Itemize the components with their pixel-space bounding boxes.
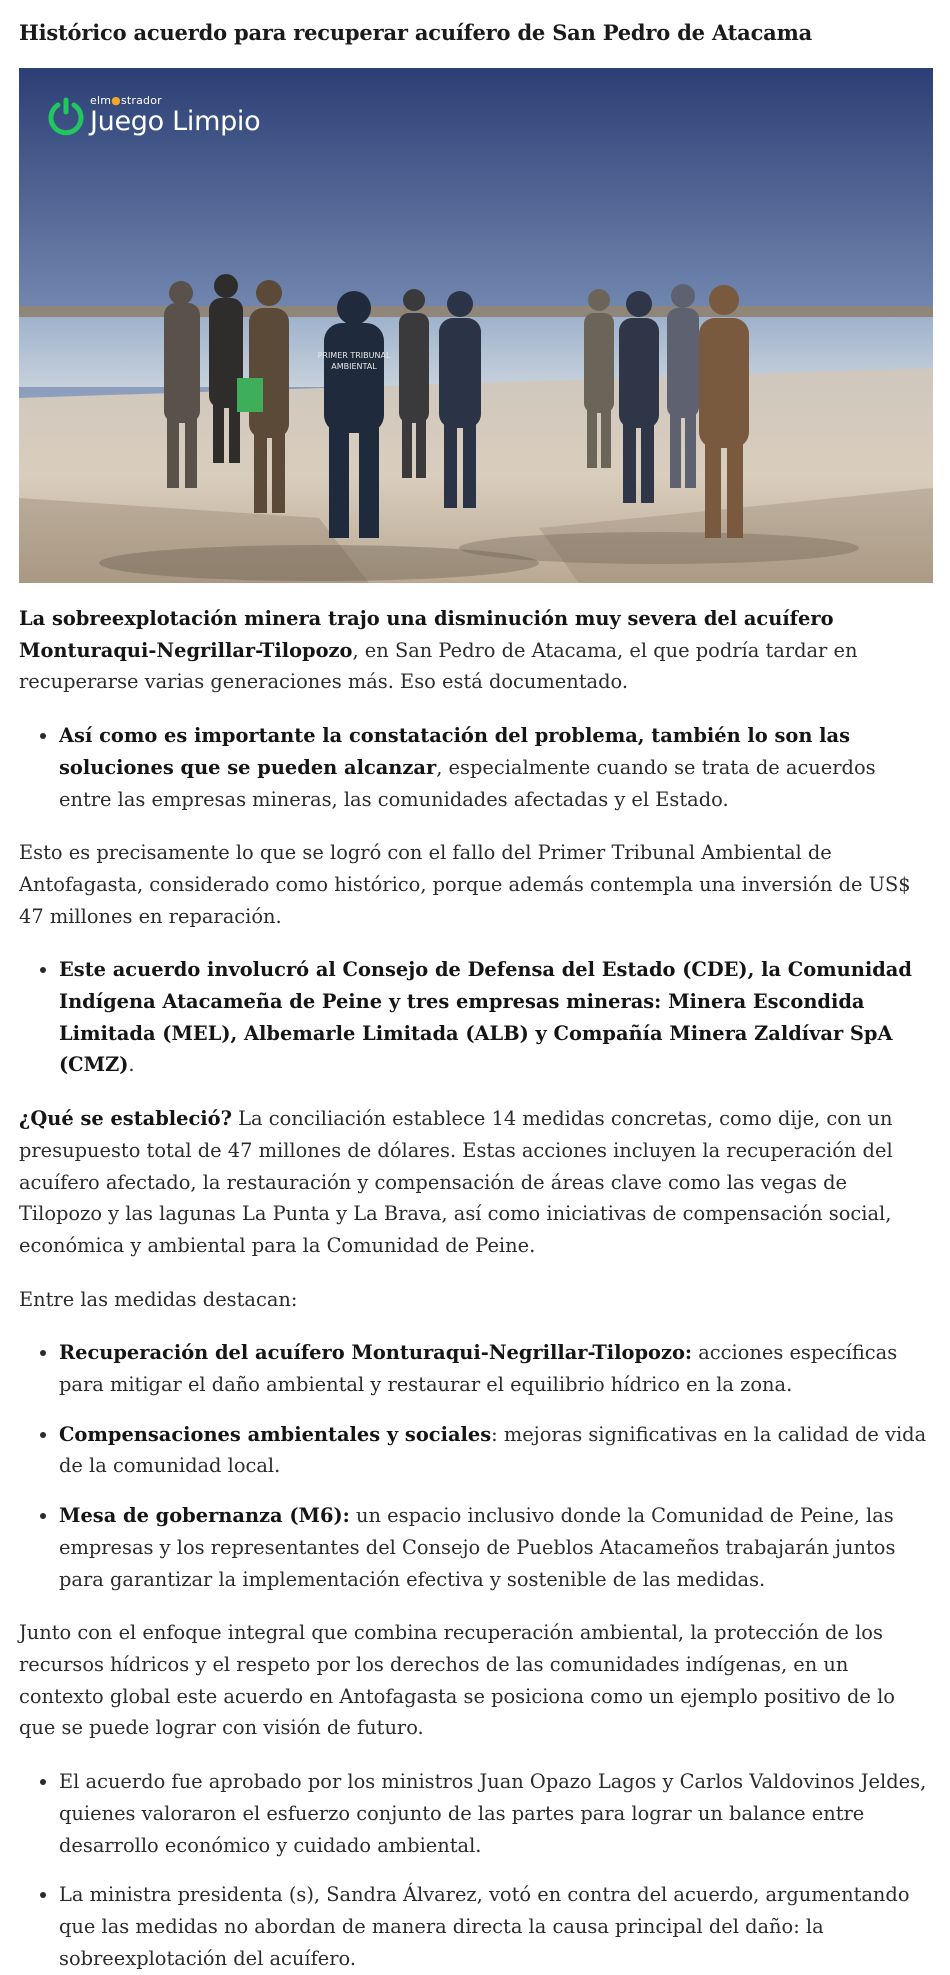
article-photo [19,68,933,583]
list-item: • Este acuerdo involucró al Consejo de Defensa del Estado (CDE), la Comunidad Indígena Atacameña de Peine y tres empresas mineras: Minera Escondida Limitada (MEL), Albemarle Limitada (ALB) y Compañía Minera Zaldívar SpA (CMZ). [59,954,932,1081]
juego-limpio-logo [46,95,260,137]
logo-name: Juego Limpio [90,106,261,137]
list-item: • Mesa de gobernanza (M6): un espacio inclusivo donde la Comunidad de Peine, las empresas y los representantes del Consejo de Pueblos Atacameños trabajarán juntos para garantizar la implementación efectiva y sostenible de las medidas. [59,1500,932,1595]
list-item: • Así como es importante la constatación del problema, también lo son las soluciones que se pueden alcanzar, especialmente cuando se trata de acuerdos entre las empresas mineras, las comunidades afectadas y el Estado. [59,720,932,815]
paragraph-measures-intro: Entre las medidas destacan: [19,1287,298,1311]
paragraph-context: Junto con el enfoque integral que combina recuperación ambiental, la protección de los recursos hídricos y el respeto por los derechos de las comunidades indígenas, en un contexto global este acuerdo en Antofagasta se posiciona como un ejemplo positivo de lo que se puede lograr con visión de futuro. [19,1621,895,1740]
paragraph-intro: La sobreexplotación minera trajo una disminución muy severa del acuífero Monturaqui-Negrillar-Tilopozo, en San Pedro de Atacama, el que podría tardar en recuperarse varias generaciones más. Eso está documentado. [19,607,858,694]
article-title: Histórico acuerdo para recuperar acuífero de San Pedro de Atacama [19,20,813,45]
power-ring-icon [46,96,86,136]
salt-flat-group-photo [19,68,933,583]
bullet-list-votes [19,1766,932,1974]
logo-brand: elm●strador [90,94,162,107]
list-item: • La ministra presidenta (s), Sandra Álvarez, votó en contra del acuerdo, argumentando que las medidas no abordan de manera directa la causa principal del daño: la sobreexplotación del acuífero. [59,1879,932,1974]
paragraph-tribunal: Esto es precisamente lo que se logró con el fallo del Primer Tribunal Ambiental de Antofagasta, considerado como histórico, porque además contempla una inversión de US$ 47 millones en reparación. [19,841,911,928]
list-item: • Compensaciones ambientales y sociales: mejoras significativas en la calidad de vida de la comunidad local. [59,1419,932,1482]
paragraph-established: ¿Qué se estableció? La conciliación establece 14 medidas concretas, como dije, con un presupuesto total de 47 millones de dólares. Estas acciones incluyen la recuperación del acuífero afectado, la restauración y compensación de áreas clave como las vegas de Tilopozo y las lagunas La Punta y La Brava, así como iniciativas de compensación social, económica y ambiental para la Comunidad de Peine. [19,1107,893,1257]
vest-text-line2: AMBIENTAL [331,362,377,371]
list-item: • El acuerdo fue aprobado por los ministros Juan Opazo Lagos y Carlos Valdovinos Jeldes, quienes valoraron el esfuerzo conjunto de las partes para lograr un balance entre desarrollo económico y cuidado ambiental. [59,1766,932,1861]
vest-text-line1: PRIMER TRIBUNAL [317,351,391,360]
bullet-list-parties [19,954,932,1081]
bullet-list-measures [19,1337,932,1595]
bullet-list-solutions [19,720,932,815]
list-item: • Recuperación del acuífero Monturaqui-Negrillar-Tilopozo: acciones específicas para mitigar el daño ambiental y restaurar el equilibrio hídrico en la zona. [59,1337,932,1400]
